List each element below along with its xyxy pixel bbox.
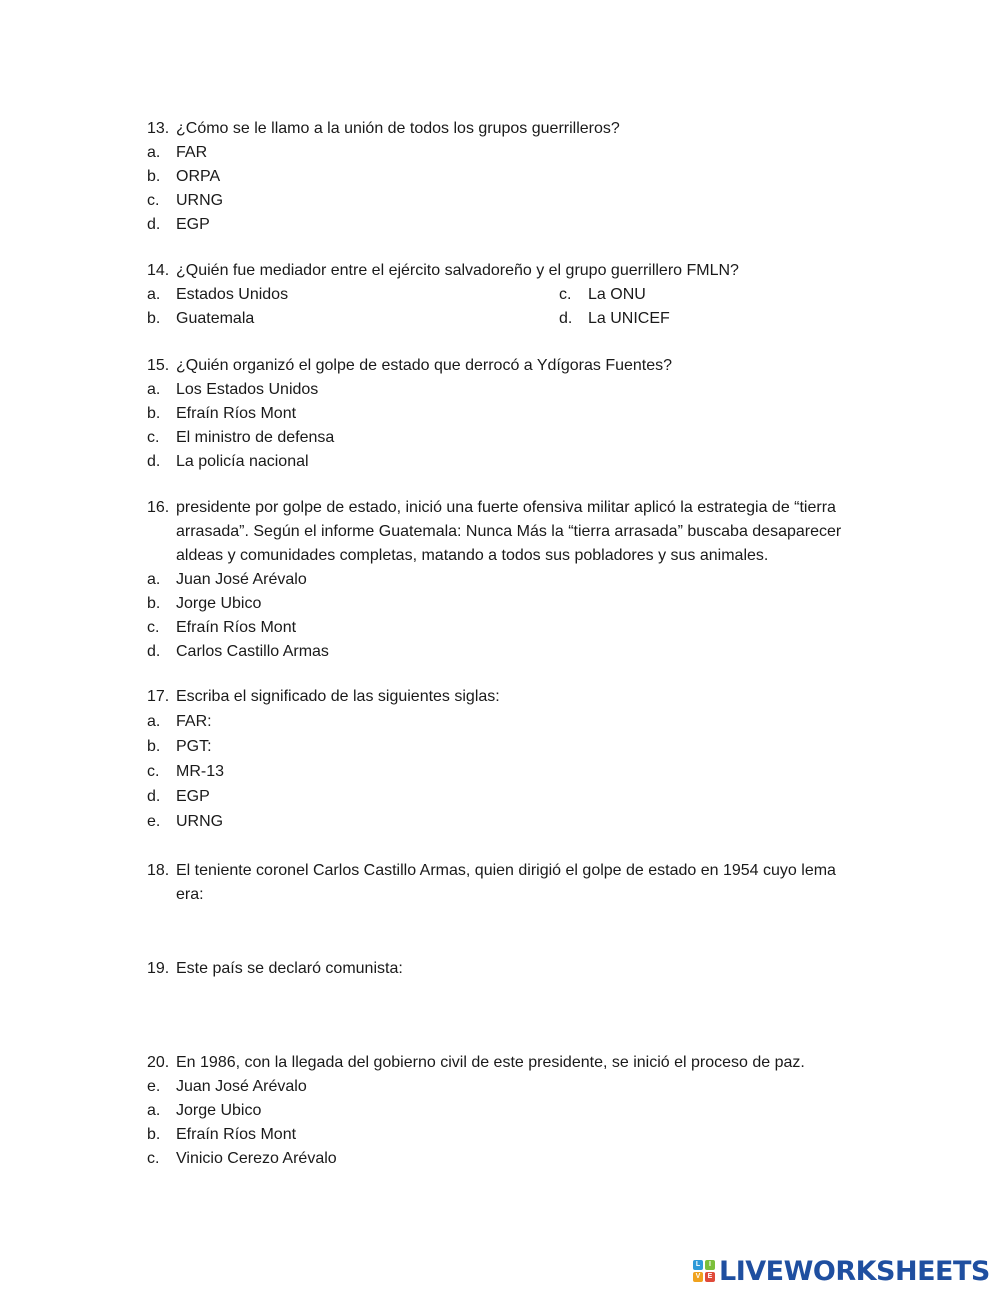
option-c[interactable]: c. Efraín Ríos Mont	[147, 619, 297, 636]
option-d[interactable]: d. La policía nacional	[147, 453, 309, 470]
option-e[interactable]: e. URNG	[147, 813, 224, 830]
option-a[interactable]: a. FAR:	[147, 713, 212, 730]
option-b[interactable]: b. Jorge Ubico	[147, 595, 262, 612]
option-d[interactable]: d. EGP	[147, 216, 210, 233]
question-stem: 19. Este país se declaró comunista:	[147, 960, 403, 977]
question-14: 14. ¿Quién fue mediador entre el ejército salvadoreño y el grupo guerrillero FMLN? a. Estados Unidos c. La ONU b. Guatemala d. La UNICEF	[147, 259, 867, 331]
question-16	[147, 496, 867, 664]
question-stem: 20. En 1986, con la llegada del gobierno civil de este presidente, se inició el proceso de paz.	[147, 1054, 805, 1071]
logo-mark-icon: L I V E	[693, 1260, 715, 1282]
option-d[interactable]: d. EGP	[147, 788, 210, 805]
option-d[interactable]: d. Carlos Castillo Armas	[147, 643, 329, 660]
option-e[interactable]: e. Juan José Arévalo	[147, 1078, 307, 1095]
option-b[interactable]: b. Efraín Ríos Mont	[147, 405, 297, 422]
option-a[interactable]: a. Jorge Ubico	[147, 1102, 262, 1119]
question-20	[147, 1051, 867, 1171]
option-c[interactable]: c. El ministro de defensa	[147, 429, 335, 446]
option-a[interactable]: a. Los Estados Unidos	[147, 381, 319, 398]
question-stem: 13. ¿Cómo se le llamo a la unión de todos los grupos guerrilleros?	[147, 120, 620, 137]
question-stem: 17. Escriba el significado de las siguientes siglas:	[147, 688, 500, 705]
question-stem: 16. presidente por golpe de estado, inició una fuerte ofensiva militar aplicó la estrategia de “tierra arrasada”. Según el informe Guatemala: Nunca Más la “tierra arrasada” buscaba desaparecer aldeas y comunidades completas, matando a todos sus pobladores y sus animales.	[147, 499, 842, 564]
question-17	[147, 685, 867, 834]
question-stem: 18. El teniente coronel Carlos Castillo Armas, quien dirigió el golpe de estado en 1954 cuyo lema era:	[147, 862, 836, 903]
option-a[interactable]: a. Juan José Arévalo	[147, 571, 307, 588]
logo-text: LIVEWORKSHEETS	[719, 1255, 990, 1287]
option-c[interactable]: c. URNG	[147, 192, 224, 209]
question-19	[147, 957, 867, 981]
option-a[interactable]: a. FAR	[147, 144, 208, 161]
question-18	[147, 859, 867, 907]
question-15	[147, 354, 867, 474]
question-stem: 15. ¿Quién organizó el golpe de estado que derrocó a Ydígoras Fuentes?	[147, 357, 673, 374]
option-b[interactable]: b. PGT:	[147, 738, 212, 755]
liveworksheets-logo[interactable]	[693, 1256, 990, 1286]
option-b[interactable]: b. Efraín Ríos Mont	[147, 1126, 297, 1143]
option-b[interactable]: b. ORPA	[147, 168, 221, 185]
question-13	[147, 117, 867, 237]
option-c[interactable]: c. Vinicio Cerezo Arévalo	[147, 1150, 337, 1167]
option-c[interactable]: c. MR-13	[147, 763, 225, 780]
question-stem: 14. ¿Quién fue mediador entre el ejército salvadoreño y el grupo guerrillero FMLN?	[147, 262, 739, 279]
